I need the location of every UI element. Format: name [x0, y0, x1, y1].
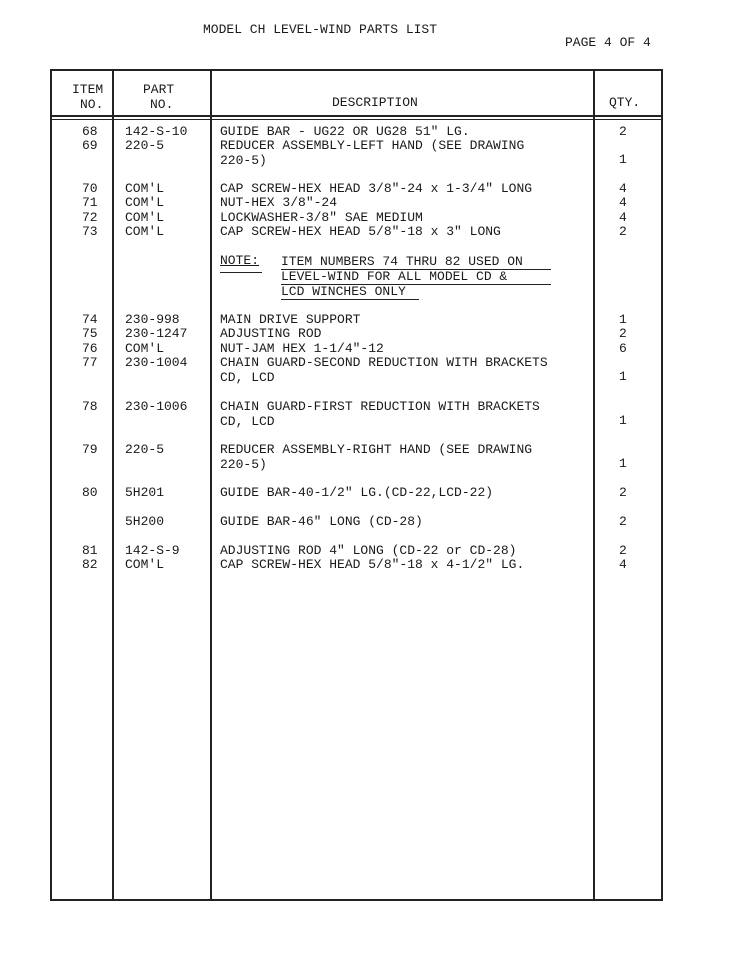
parts-table — [50, 69, 663, 901]
note-underline — [281, 269, 551, 270]
qty: 4 — [619, 557, 627, 572]
part-no: COM'L — [125, 341, 165, 356]
part-no: COM'L — [125, 557, 165, 572]
description: REDUCER ASSEMBLY-LEFT HAND (SEE DRAWING 220-5) — [220, 138, 525, 168]
header-part-line1: PART — [143, 82, 175, 97]
description: NUT-HEX 3/8"-24 — [220, 195, 338, 210]
qty: 1 — [619, 312, 627, 327]
item-no: 73 — [82, 224, 98, 239]
part-no: 220-5 — [125, 442, 165, 457]
qty: 1 — [619, 413, 627, 428]
item-no: 79 — [82, 442, 98, 457]
note-label: NOTE: — [220, 253, 260, 268]
description: CHAIN GUARD-FIRST REDUCTION WITH BRACKETS CD, LCD — [220, 399, 540, 429]
part-no: COM'L — [125, 224, 165, 239]
qty: 2 — [619, 543, 627, 558]
description: CAP SCREW-HEX HEAD 5/8"-18 x 4-1/2" LG. — [220, 557, 525, 572]
qty: 4 — [619, 210, 627, 225]
qty: 2 — [619, 124, 627, 139]
header-divider — [52, 119, 661, 120]
note-double-rule — [220, 272, 262, 273]
item-no: 71 — [82, 195, 98, 210]
description: CHAIN GUARD-SECOND REDUCTION WITH BRACKETS CD, LCD — [220, 355, 548, 385]
header-divider — [52, 115, 661, 117]
part-no: 142-S-9 — [125, 543, 180, 558]
part-no: 230-1004 — [125, 355, 188, 370]
column-divider — [210, 71, 212, 899]
part-no: 142-S-10 — [125, 124, 188, 139]
part-no: COM'L — [125, 195, 165, 210]
qty: 4 — [619, 195, 627, 210]
qty: 2 — [619, 326, 627, 341]
item-no: 80 — [82, 485, 98, 500]
part-no: COM'L — [125, 181, 165, 196]
item-no: 72 — [82, 210, 98, 225]
description: LOCKWASHER-3/8" SAE MEDIUM — [220, 210, 423, 225]
item-no: 69 — [82, 138, 98, 153]
description: NUT-JAM HEX 1-1/4"-12 — [220, 341, 384, 356]
description: ADJUSTING ROD — [220, 326, 322, 341]
item-no: 81 — [82, 543, 98, 558]
header-qty: QTY. — [609, 95, 641, 110]
item-no: 77 — [82, 355, 98, 370]
description: ADJUSTING ROD 4" LONG (CD-22 or CD-28) — [220, 543, 517, 558]
part-no: COM'L — [125, 210, 165, 225]
item-no: 74 — [82, 312, 98, 327]
part-no: 5H201 — [125, 485, 165, 500]
item-no: 75 — [82, 326, 98, 341]
qty: 2 — [619, 485, 627, 500]
item-no: 82 — [82, 557, 98, 572]
part-no: 230-998 — [125, 312, 180, 327]
page-number: PAGE 4 OF 4 — [565, 35, 651, 50]
qty: 4 — [619, 181, 627, 196]
item-no: 68 — [82, 124, 98, 139]
qty: 2 — [619, 224, 627, 239]
qty: 1 — [619, 456, 627, 471]
column-divider — [112, 71, 114, 899]
qty: 1 — [619, 152, 627, 167]
header-description: DESCRIPTION — [332, 95, 418, 110]
item-no: 76 — [82, 341, 98, 356]
note-underline — [281, 284, 551, 285]
qty: 2 — [619, 514, 627, 529]
qty: 1 — [619, 369, 627, 384]
note-text: ITEM NUMBERS 74 THRU 82 USED ON LEVEL-WIND FOR ALL MODEL CD & LCD WINCHES ONLY — [281, 254, 523, 299]
description: CAP SCREW-HEX HEAD 3/8"-24 x 1-3/4" LONG — [220, 181, 533, 196]
header-part-line2: NO. — [150, 97, 174, 112]
description: GUIDE BAR - UG22 OR UG28 51" LG. — [220, 124, 470, 139]
description: GUIDE BAR-46" LONG (CD-28) — [220, 514, 423, 529]
description: GUIDE BAR-40-1/2" LG.(CD-22,LCD-22) — [220, 485, 494, 500]
description: CAP SCREW-HEX HEAD 5/8"-18 x 3" LONG — [220, 224, 501, 239]
part-no: 220-5 — [125, 138, 165, 153]
header-item-line2: NO. — [80, 97, 104, 112]
part-no: 230-1247 — [125, 326, 188, 341]
item-no: 70 — [82, 181, 98, 196]
part-no: 5H200 — [125, 514, 165, 529]
description: REDUCER ASSEMBLY-RIGHT HAND (SEE DRAWING 220-5) — [220, 442, 533, 472]
part-no: 230-1006 — [125, 399, 188, 414]
qty: 6 — [619, 341, 627, 356]
page-title: MODEL CH LEVEL-WIND PARTS LIST — [203, 22, 438, 37]
column-divider — [593, 71, 595, 899]
note-underline — [281, 299, 419, 300]
header-item-line1: ITEM — [72, 82, 104, 97]
description: MAIN DRIVE SUPPORT — [220, 312, 361, 327]
item-no: 78 — [82, 399, 98, 414]
